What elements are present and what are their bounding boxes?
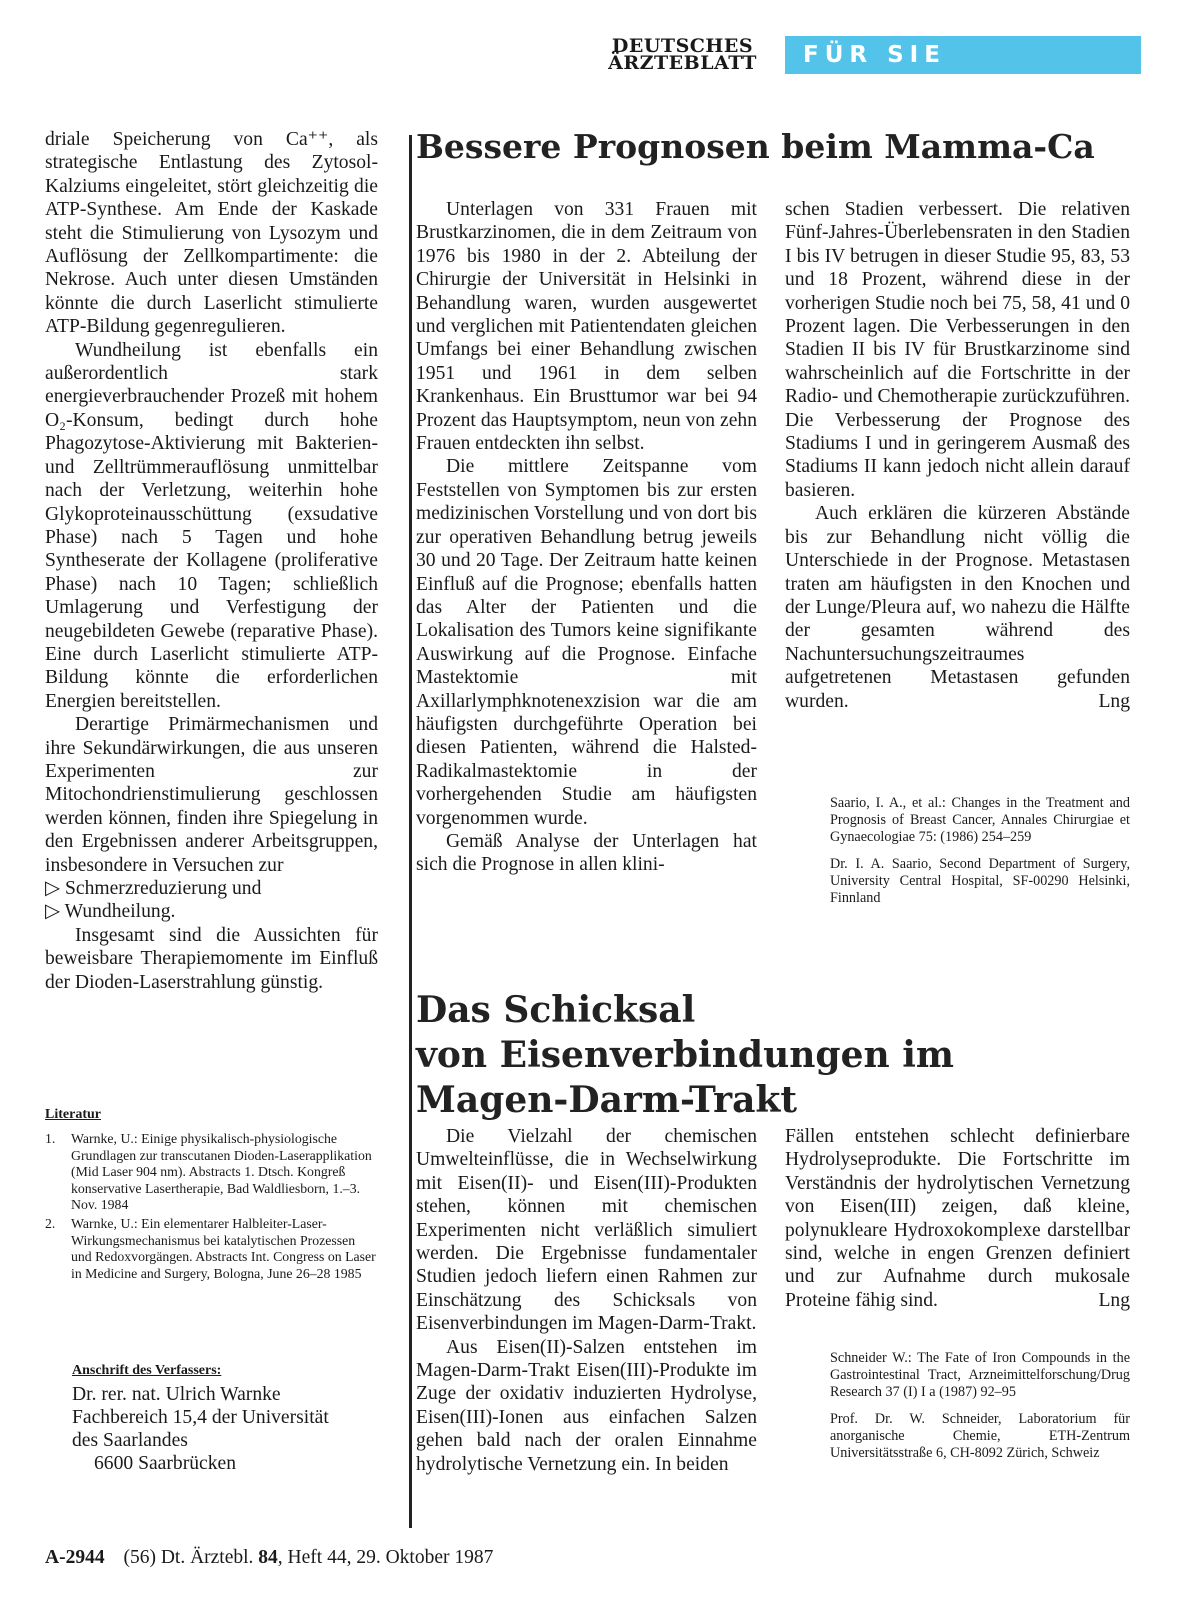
article1-paragraph: Unterlagen von 331 Frauen mit Brustkarzinomen, die in dem Zeitraum von 1976 bis 1980 in der 2. Abteilung der Chirurgie der Universität in Helsinki in Behandlung waren, wurden ausgewertet und verglichen mit Patientendaten gleichen Umfangs bei einer Behandlung zwischen 1951 und 1961 in dem selben Krankenhaus. Ein Brusttumor war bei 94 Prozent das Hauptsymptom, neun von zehn Frauen entdeckten ihn selbst. <box>416 199 757 455</box>
address-line: des Saarlandes <box>72 1430 188 1451</box>
address-line: Dr. rer. nat. Ulrich Warnke <box>72 1384 281 1405</box>
literature-number: 1. <box>45 1131 56 1146</box>
article2-reference: Schneider W.: The Fate of Iron Compounds in the Gastrointestinal Tract, Arzneimittelforschung/Drug Research 37 (I) I a (1987) 92–95 <box>830 1350 1130 1400</box>
article2-paragraph: Aus Eisen(II)-Salzen entstehen im Magen-Darm-Trakt Eisen(III)-Produkte im Zuge der oxidativ induzierten Hydrolyse, Eisen(III)-Ionen aus einfachen Salzen gehen bald nach der oralen Einnahme hydrolytische Vernetzung ein. In beiden <box>416 1336 757 1475</box>
article2-address: Prof. Dr. W. Schneider, Laboratorium für anorganische Chemie, ETH-Zentrum Universitätsstraße 6, CH-8092 Zürich, Schweiz <box>830 1411 1130 1461</box>
article1-reference: Saario, I. A., et al.: Changes in the Treatment and Prognosis of Breast Cancer, Annales Chirurgiae et Gynaecologiae 75: (1986) 254–259 <box>830 795 1130 845</box>
page-footer <box>45 1547 493 1569</box>
literature-list <box>45 1131 378 1282</box>
masthead-line2: ÄRZTEBLATT <box>608 52 757 74</box>
article2-paragraph-text: Fällen entstehen schlecht definierbare Hydrolyseprodukte. Die Fortschritte im Verständnis der hydrolytischen Vernetzung von Eisen(III) zeigen, daß kleine, polynukleare Hydroxokomplexe darstellbar sind, welche in engen Grenzen definiert und zur Aufnahme durch mukosale Proteine fähig sind. <box>785 1126 1130 1311</box>
article2-column2 <box>785 1125 1130 1312</box>
author-sign: Lng <box>1098 1289 1130 1311</box>
bullet-text: Wundheilung. <box>64 901 176 923</box>
article1-paragraph: Die mittlere Zeitspanne vom Feststellen von Symptomen bis zur ersten medizinischen Vorstellung und von dort bis zur operativen Behandlung betrug jeweils 30 und 20 Tage. Der Zeitraum hatte keinen Einfluß auf die Prognose; ebenfalls hatten das Alter der Patienten und die Lokalisation des Tumors keine signifikante Auswirkung auf die Prognose. Einfache Mastektomie mit Axillarlymphknotenexzision war die am häufigsten durchgeführte Operation bei diesen Patienten, während die Halsted-Radikalmastektomie in der vorhergehenden Studie am häufigsten vorgenommen wurde. <box>416 456 757 829</box>
article1-column1 <box>416 198 757 877</box>
bullet-item <box>45 900 378 923</box>
literature-item <box>45 1216 378 1282</box>
article1-paragraph-text: Auch erklären die kürzeren Abstände bis zur Behandlung nicht völlig die Unterschiede in der Prognose. Metastasen traten am häufigsten in den Knochen und der Lunge/Pleura auf, wo nahezu die Hälfte der gesamten während des Nachuntersuchungszeitraumes aufgetretenen Metastasen gefunden wurden. <box>785 503 1130 712</box>
left-paragraph: driale Speicherung von Ca⁺⁺, als strategische Entlastung des Zytosol-Kalziums eingeleitet, stört gleichzeitig die ATP-Synthese. Am Ende der Kaskade steht die Stimulierung von Lysozym und Auflösung der Zellkompartimente: die Nekrose. Auch unter diesen Umständen könnte die durch Laserlicht stimulierte ATP-Bildung gegenregulieren. <box>45 129 378 338</box>
article1-paragraph <box>785 502 1130 713</box>
article2-title <box>416 988 976 1123</box>
page-id: A-2944 <box>45 1547 105 1568</box>
article2-paragraph <box>785 1125 1130 1312</box>
left-paragraph-closing: Insgesamt sind die Aussichten für beweisbare Therapiemomente im Einfluß der Dioden-Laserstrahlung günstig. <box>45 924 378 993</box>
left-column-text <box>45 128 378 994</box>
bullet-text: Schmerzreduzierung und <box>64 878 262 899</box>
article1-paragraph: Gemäß Analyse der Unterlagen hat sich die Prognose in allen klini- <box>416 830 757 876</box>
footer-text-suffix: , Heft 44, 29. Oktober 1987 <box>277 1547 494 1568</box>
literature-section <box>45 1107 378 1284</box>
article2-reference-block <box>830 1350 1130 1472</box>
address-heading: Anschrift des Verfassers: <box>72 1363 222 1378</box>
article1-paragraph: schen Stadien verbessert. Die relativen Fünf-Jahres-Überlebensraten in den Stadien I bis IV betrugen in dieser Studie 95, 83, 53 und 18 Prozent, während diese in der vorherigen Studie noch bei 75, 58, 41 und 0 Prozent lagen. Die Verbesserungen in den Stadien II bis IV für Brustkarzinome sind wahrscheinlich auf die Fortschritte in der Radio- und Chemotherapie zurückzuführen. Die Verbesserung der Prognose des Stadiums I und in geringerem Ausmaß des Stadiums II kann jedoch nicht allein darauf basieren. <box>785 199 1130 501</box>
footer-volume: 84 <box>258 1547 278 1568</box>
masthead-line1: DEUTSCHES <box>611 35 754 57</box>
literature-text: Warnke, U.: Ein elementarer Halbleiter-Laser-Wirkungsmechanismus bei katalytischen Prozessen und Redoxvorgängen. Abstracts Int. Congress on Laser in Medicine and Surgery, Bologna, June 26–28 1985 <box>71 1215 376 1281</box>
address-line: 6600 Saarbrücken <box>94 1453 237 1474</box>
article1-reference-block <box>830 795 1130 917</box>
literature-text: Warnke, U.: Einige physikalisch-physiologische Grundlagen zur transcutanen Dioden-Laserapplikation (Mid Laser 904 nm). Abstracts 1. Dtsch. Kongreß konservative Lasertherapie, Bad Waldliesborn, 1.–3. Nov. 1984 <box>71 1131 372 1213</box>
literature-item <box>45 1131 378 1214</box>
literature-number: 2. <box>45 1215 56 1231</box>
left-paragraph: Wundheilung ist ebenfalls ein außerordentlich stark energieverbrauchender Prozeß mit hohem O₂-Konsum, bedingt durch hohe Phagozytose-Aktivierung mit Bakterien- und Zelltrümmerauflösung unmittelbar nach der Verletzung, weiterhin hohe Glykoproteinausschüttung (exsudative Phase) nach 5 Tagen und hohe Syntheserate der Kollagene (proliferative Phase) nach 10 Tagen; schließlich Umlagerung und Verfestigung der neugebildeten Gewebe (reparative Phase). Eine durch Laserlicht stimulierte ATP-Bildung könnte die erforderlichen Energien bereitstellen. <box>45 339 378 712</box>
bullet-marker-icon: ▷ <box>45 901 61 923</box>
article2-title-line: Das Schicksal <box>416 989 696 1031</box>
bullet-marker-icon: ▷ <box>45 878 61 899</box>
author-sign: Lng <box>1098 690 1130 712</box>
article1-address: Dr. I. A. Saario, Second Department of Surgery, University Central Hospital, SF-00290 Helsinki, Finnland <box>830 856 1130 906</box>
article2-title-line: von Eisenverbindungen im <box>416 1034 954 1076</box>
article2-column1 <box>416 1125 757 1476</box>
article1-column2 <box>785 198 1130 713</box>
literature-heading: Literatur <box>45 1107 101 1122</box>
bullet-item <box>45 877 378 900</box>
article1-title: Bessere Prognosen beim Mamma-Ca <box>416 127 1095 166</box>
section-banner: FÜR SIE REFERIERT <box>785 36 1141 74</box>
masthead-logo <box>595 35 770 74</box>
author-address <box>72 1363 392 1475</box>
article2-title-line: Magen-Darm-Trakt <box>416 1079 797 1121</box>
left-paragraph: Derartige Primärmechanismen und ihre Sekundärwirkungen, die aus unseren Experimenten zur Mitochondrienstimulierung geschlossen werden können, finden ihre Spiegelung in den Ergebnissen anderer Arbeitsgruppen, insbesondere in Versuchen zur <box>45 714 378 876</box>
column-divider <box>409 135 412 1528</box>
article2-paragraph: Die Vielzahl der chemischen Umwelteinflüsse, die in Wechselwirkung mit Eisen(II)- und Eisen(III)-Produkten stehen, können mit chemischen Experimenten nicht verläßlich simuliert werden. Die Ergebnisse fundamentaler Studien jedoch liefern einen Rahmen zur Einschätzung des Schicksals von Eisenverbindungen im Magen-Darm-Trakt. <box>416 1126 757 1335</box>
address-line: Fachbereich 15,4 der Universität <box>72 1407 329 1428</box>
footer-text: (56) Dt. Ärztebl. <box>123 1547 254 1568</box>
